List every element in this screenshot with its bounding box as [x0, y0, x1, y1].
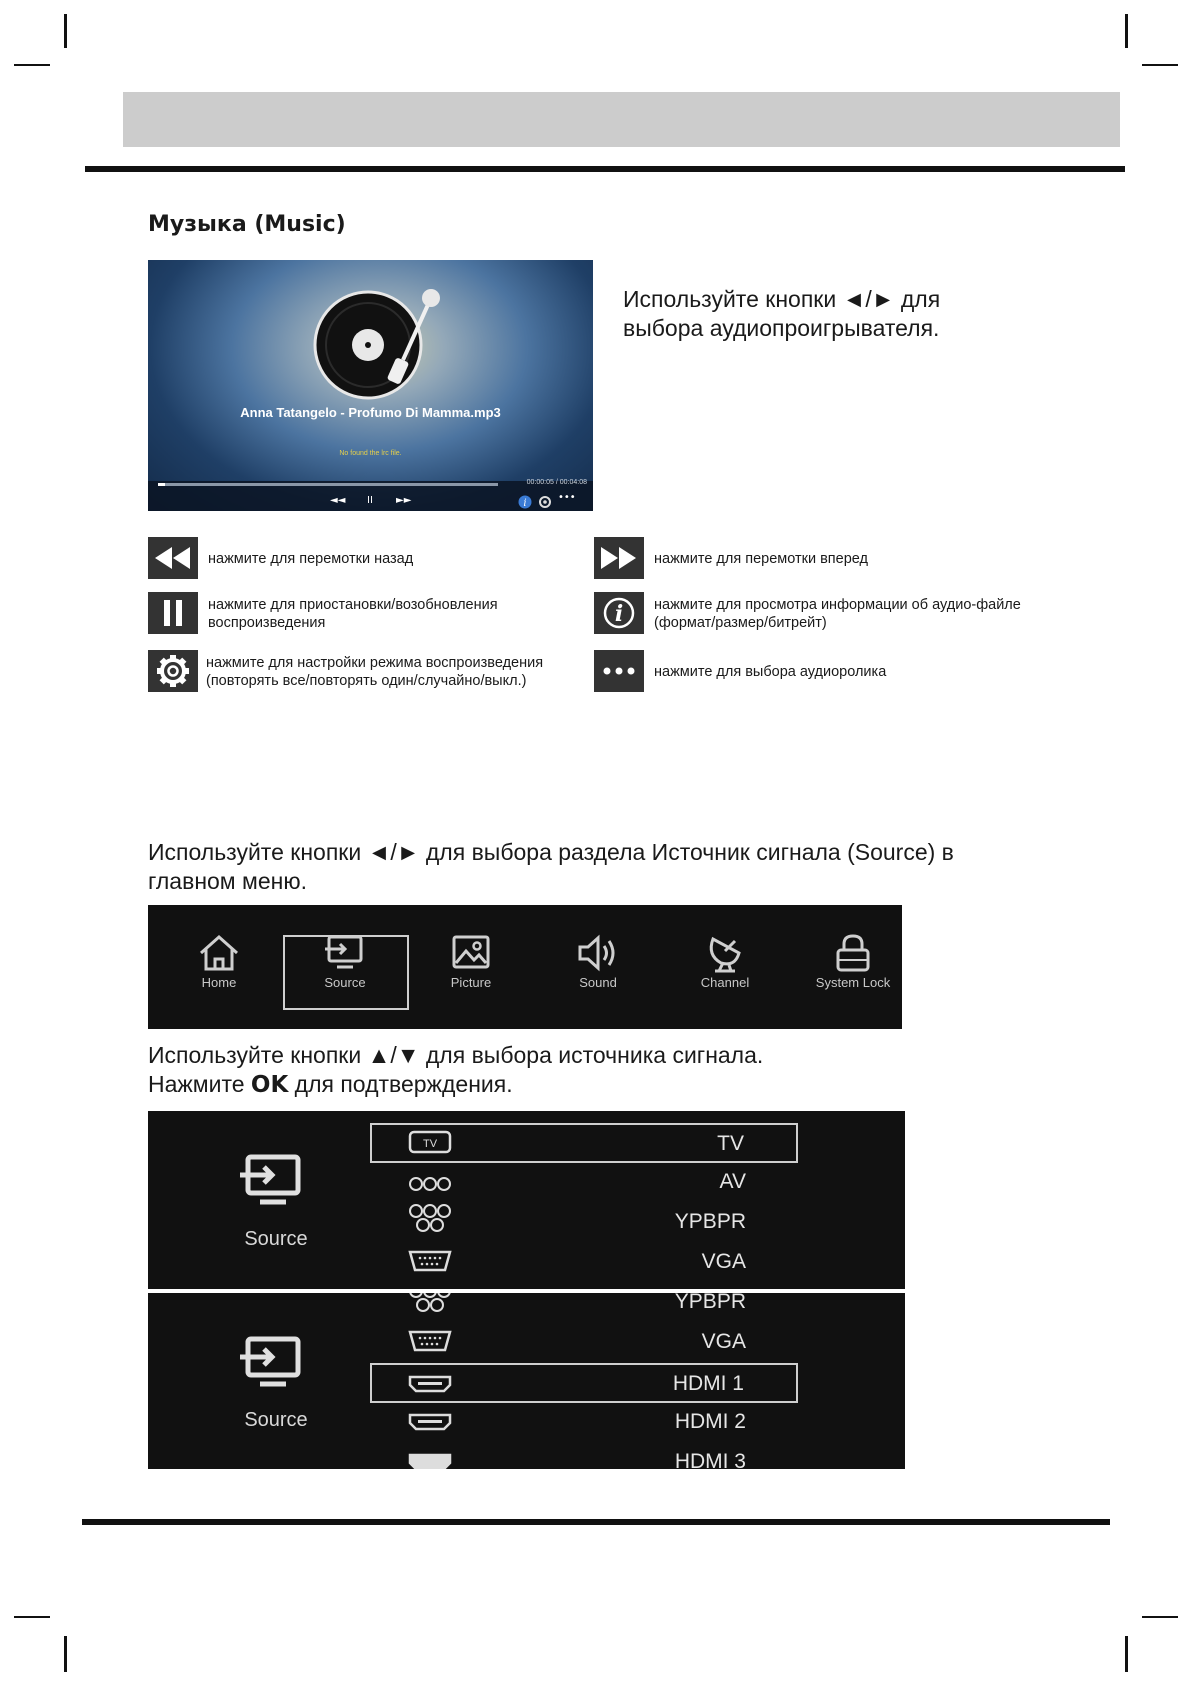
crop-mark	[1125, 14, 1128, 48]
source-item-ypbpr[interactable]: YPBPR	[370, 1203, 798, 1241]
instruction-line-confirm: Нажмите OK для подтверждения.	[148, 1071, 513, 1098]
forward-icon	[594, 537, 644, 579]
player-more-button[interactable]: •••	[558, 492, 576, 503]
legend-settings: нажмите для настройки режима воспроизведения (повторять все/повторять один/случайно/выкл.)	[206, 655, 544, 689]
menu-item-home[interactable]: Home	[164, 933, 274, 990]
picture-icon	[449, 933, 493, 973]
tv-icon	[408, 1130, 452, 1154]
legend-info: нажмите для просмотра информации об аудио-файле (формат/размер/битрейт)	[654, 597, 1021, 631]
legend-more: нажмите для выбора аудиоролика	[654, 664, 887, 680]
progress-fill	[158, 483, 165, 486]
rewind-button[interactable]: ◄◄	[330, 495, 346, 506]
track-title: Anna Tatangelo - Profumo Di Mamma.mp3	[240, 405, 501, 420]
crop-mark	[14, 1616, 50, 1618]
component-jacks-icon	[408, 1293, 452, 1313]
svg-text:i: i	[614, 601, 624, 627]
ok-key: OK	[250, 1072, 289, 1098]
vinyl-record-icon	[148, 260, 593, 420]
pause-icon	[148, 592, 198, 634]
crop-mark	[64, 1636, 67, 1672]
header-band	[123, 92, 1120, 147]
svg-text:i: i	[523, 498, 527, 509]
speaker-icon	[576, 933, 620, 973]
menu-item-system-lock[interactable]: System Lock	[798, 933, 908, 990]
menu-item-channel[interactable]: Channel	[670, 933, 780, 990]
info-icon	[594, 592, 644, 634]
crop-mark	[1125, 1636, 1128, 1672]
source-icon	[238, 1151, 308, 1207]
legend-pause: нажмите для приостановки/возобновления воспроизведения	[208, 597, 498, 631]
source-instruction-2	[148, 1041, 1028, 1100]
source-item-av[interactable]: AV	[370, 1163, 798, 1201]
crop-mark	[1142, 1616, 1178, 1618]
source-item-vga[interactable]: VGA	[370, 1323, 798, 1361]
progress-bar[interactable]	[158, 483, 498, 486]
source-panel-label: Source	[244, 1409, 308, 1431]
player-settings-icon[interactable]	[538, 495, 552, 509]
forward-button[interactable]: ►►	[396, 495, 412, 506]
source-item-hdmi-1[interactable]: HDMI 1	[370, 1363, 798, 1403]
source-instruction-1: Используйте кнопки ◄/► для выбора раздела Источник сигнала (Source) в главном меню.	[148, 839, 954, 894]
pause-button[interactable]: II	[367, 495, 373, 506]
bottom-rule	[82, 1519, 1110, 1525]
source-panel-label: Source	[244, 1228, 308, 1250]
source-item-hdmi-3[interactable]: HDMI 3	[370, 1443, 798, 1469]
component-jacks-icon	[408, 1203, 452, 1233]
source-item-ypbpr[interactable]: YPBPR	[370, 1293, 798, 1321]
lock-icon	[831, 933, 875, 973]
vga-port-icon	[408, 1329, 452, 1353]
source-list-panel-1	[148, 1111, 905, 1289]
instruction-line-select: Используйте кнопки ▲/▼ для выбора источника сигнала.	[148, 1042, 764, 1068]
crop-mark	[64, 14, 67, 48]
hdmi-port-icon	[408, 1374, 452, 1394]
source-icon	[238, 1333, 308, 1389]
source-item-vga[interactable]: VGA	[370, 1243, 798, 1281]
legend-forward: нажмите для перемотки вперед	[654, 551, 868, 567]
rewind-icon	[148, 537, 198, 579]
vga-port-icon	[408, 1249, 452, 1273]
satellite-dish-icon	[703, 933, 747, 973]
playback-time: 00:00:05 / 00:04:08	[526, 479, 587, 486]
player-info-icon[interactable]	[518, 495, 532, 509]
source-item-hdmi-2[interactable]: HDMI 2	[370, 1403, 798, 1441]
more-icon	[594, 650, 644, 692]
crop-mark	[1142, 64, 1178, 66]
main-menu-bar	[148, 905, 902, 1029]
crop-mark	[14, 64, 50, 66]
source-icon	[323, 933, 367, 973]
source-list-panel-2	[148, 1293, 905, 1469]
settings-icon	[148, 650, 198, 692]
av-jacks-icon	[408, 1174, 452, 1194]
menu-item-sound[interactable]: Sound	[543, 933, 653, 990]
menu-item-picture[interactable]: Picture	[416, 933, 526, 990]
lyric-status: No found the lrc file.	[339, 450, 402, 457]
music-instruction: Используйте кнопки ◄/► для выбора аудиопроигрывателя.	[623, 286, 941, 341]
music-player-screen	[148, 260, 593, 511]
source-item-tv[interactable]: TV TV	[370, 1123, 798, 1163]
hdmi-port-icon	[408, 1412, 452, 1432]
section-title: Музыка (Music)	[148, 212, 346, 237]
hdmi-port-icon	[408, 1452, 452, 1469]
top-rule	[85, 166, 1125, 172]
home-icon	[197, 933, 241, 973]
menu-item-source[interactable]: Source	[290, 933, 400, 990]
legend-rewind: нажмите для перемотки назад	[208, 551, 414, 567]
svg-text:TV: TV	[422, 1138, 438, 1150]
